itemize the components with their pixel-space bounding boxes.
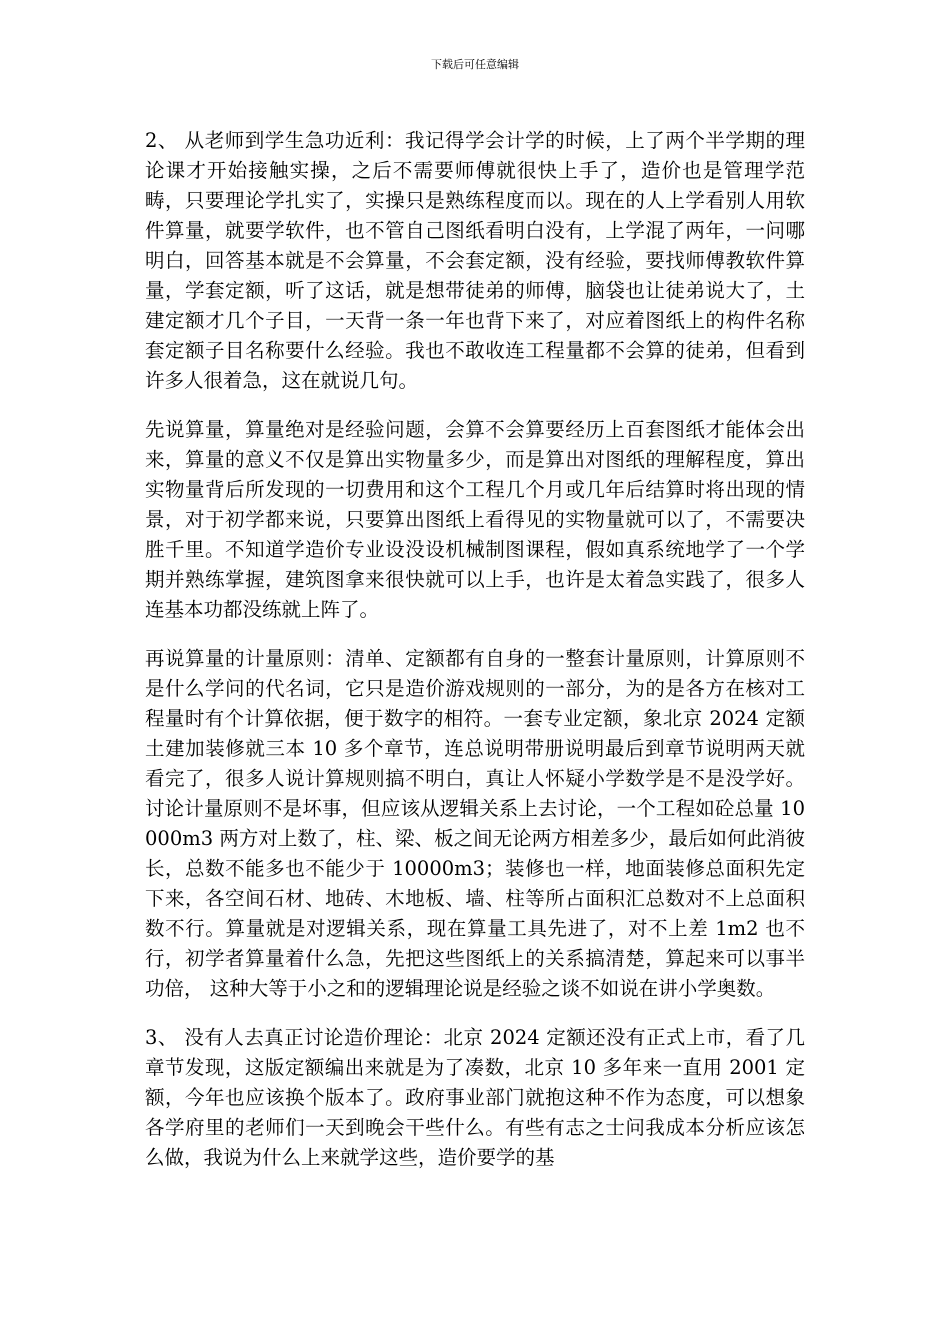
paragraph-section-3: 3、 没有人去真正讨论造价理论：北京 2024 定额还没有正式上市，看了几章节发现，这版定额编出来就是为了凑数，北京 10 多年来一直用 2001 定额，今年也应该换个版本了。政府事业部门就抱这种不作为态度，可以想象各学府里的老师们一天到晚会干些什么。有些有志之士问我成本分析应该怎么做，我说为什么上来就学这些，造价要学的基 (145, 1026, 805, 1169)
paragraph-section-2: 2、 从老师到学生急功近利：我记得学会计学的时候，上了两个半学期的理论课才开始接触实操，之后不需要师傅就很快上手了，造价也是管理学范畴，只要理论学扎实了，实操只是熟练程度而以。现在的人上学看别人用软件算量，就要学软件，也不管自己图纸看明白没有，上学混了两年，一问哪明白，回答基本就是不会算量，不会套定额，没有经验，要找师傅教软件算量，学套定额，听了这话，就是想带徒弟的师傅，脑袋也让徒弟说大了，土建定额才几个子目，一天背一条一年也背下来了，对应着图纸上的构件名称套定额子目名称要什么经验。我也不敢收连工程量都不会算的徒弟，但看到许多人很着急，这在就说几句。 (145, 129, 805, 392)
paragraph-measurement-rules: 再说算量的计量原则：清单、定额都有自身的一整套计量原则，计算原则不是什么学问的代名词，它只是造价游戏规则的一部分，为的是各方在核对工程量时有个计算依据，便于数字的相符。一套专业定额，象北京 2024 定额土建加装修就三本 10 多个章节，连总说明带册说明最后到章节说明两天就看完了，很多人说计算规则搞不明白，真让人怀疑小学数学是不是没学好。讨论计量原则不是坏事，但应该从逻辑关系上去讨论，一个工程如砼总量 10000m3 两方对上数了，柱、梁、板之间无论两方相差多少，最后如何此消彼长，总数不能多也不能少于 10000m3；装修也一样，地面装修总面积先定下来，各空间石材、地砖、木地板、墙、柱等所占面积汇总数对不上总面积数不行。算量就是对逻辑关系，现在算量工具先进了，对不上差 1m2 也不行，初学者算量着什么急，先把这些图纸上的关系搞清楚，算起来可以事半功倍， 这种大等于小之和的逻辑理论说是经验之谈不如说在讲小学奥数。 (145, 647, 805, 1000)
paragraph-quantity-calculation: 先说算量，算量绝对是经验问题，会算不会算要经历上百套图纸才能体会出来，算量的意义不仅是算出实物量多少，而是算出对图纸的理解程度，算出实物量背后所发现的一切费用和这个工程几个月或几年后结算时将出现的情景，对于初学都来说，只要算出图纸上看得见的实物量就可以了，不需要决胜千里。不知道学造价专业设没设机械制图课程，假如真系统地学了一个学期并熟练掌握，建筑图拿来很快就可以上手，也许是太着急实践了，很多人连基本功都没练就上阵了。 (145, 418, 805, 621)
page-header: 下载后可任意编辑 (431, 58, 519, 71)
document-body (145, 126, 805, 1192)
